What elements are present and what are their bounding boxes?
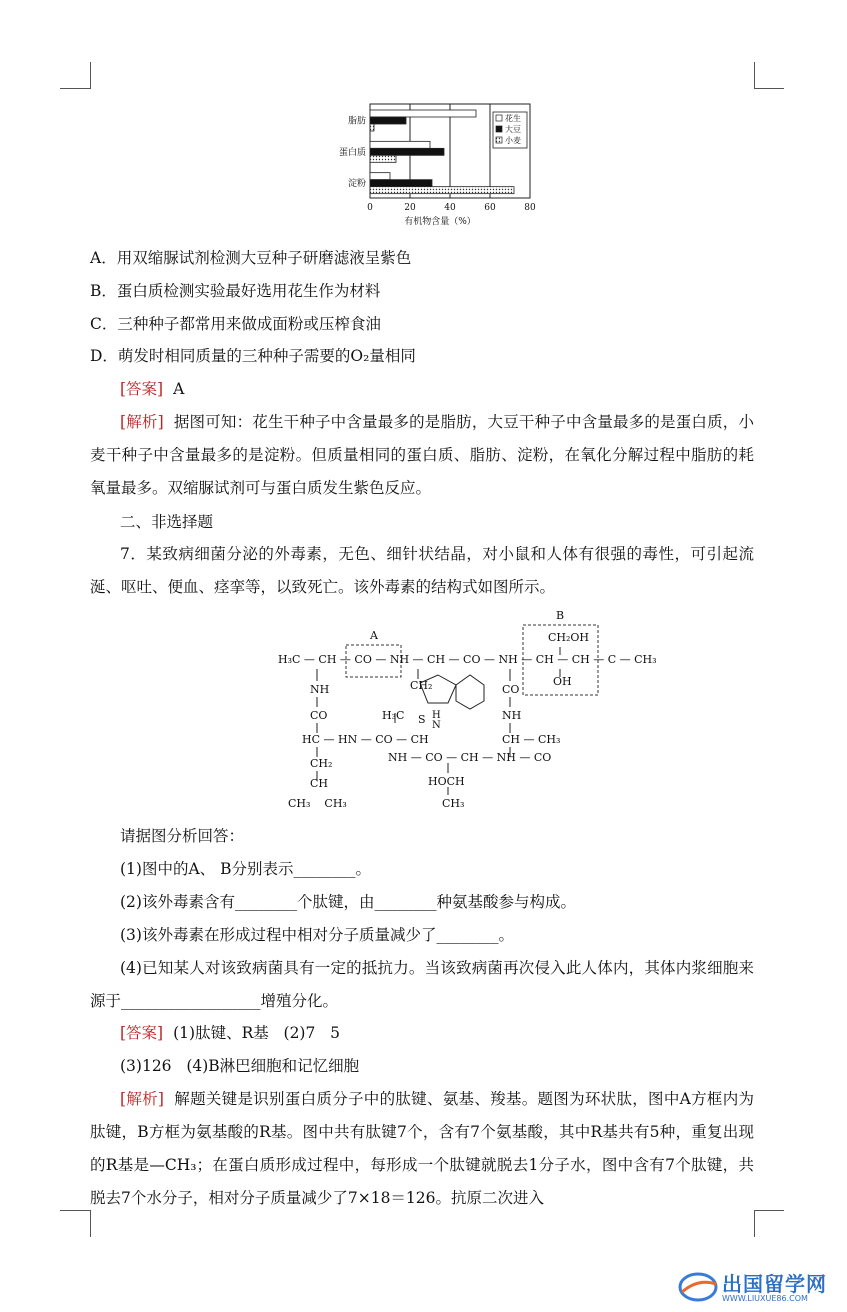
co-left: CO [310,709,328,722]
ch2-b: CH₂ [310,757,333,770]
option-b: B．蛋白质检测实验最好选用花生作为材料 [90,282,381,300]
bar-花生 [370,110,476,117]
corner-mark [754,1210,784,1211]
analysis-6 [90,406,754,505]
category-label: 脂肪 [347,116,366,127]
corner-mark [754,88,784,89]
corner-mark [90,62,91,89]
legend-label: 小麦 [505,136,521,145]
answer-label: [答案] [120,1024,164,1042]
x-tick-label: 0 [367,203,373,213]
bar-小麦 [370,155,396,162]
bar-大豆 [370,180,432,187]
question-1: (1)图中的A、 B分别表示________。 [120,860,371,878]
corner-mark [60,1210,90,1211]
globe-logo-icon [678,1270,718,1304]
legend-swatch [496,115,502,121]
option-c: C．三种种子都常用来做成面粉或压榨食油 [90,315,381,333]
ch3-pair: CH₃ CH₃ [288,797,347,810]
watermark-url: WWW.LIUXUE86.COM [722,1294,808,1303]
answer-7-text-1: (1)肽键、R基 (2)7 5 [173,1024,340,1042]
co-right: CO [502,683,520,696]
bar-小麦 [370,124,374,131]
bar-花生 [370,141,430,148]
legend-swatch [496,137,502,143]
bar-大豆 [370,117,406,124]
x-tick-label: 20 [404,203,416,213]
ch3-b: CH₃ [442,797,465,810]
analysis-7 [90,1083,754,1215]
watermark [678,1268,843,1308]
nh-right: NH [502,709,522,722]
analysis-label: [解析] [120,413,164,431]
legend-label: 花生 [505,114,521,123]
question-2: (2)该外毒素含有________个肽键，由________种氨基酸参与构成。 [120,893,576,911]
category-label: 淀粉 [347,179,366,190]
ch-ch3: CH — CH₃ [502,733,561,746]
answer-7-line-1 [120,1023,340,1043]
analysis-label: [解析] [120,1090,164,1108]
x-tick-label: 40 [444,203,456,213]
row-mid: NH — CO — CH — NH — CO [388,751,552,764]
nh-ring: H N [432,710,441,731]
bar-花生 [370,173,390,180]
legend-label: 大豆 [505,125,521,134]
structure-row-1: H₃C — CH — CO — NH — CH — CO — NH — CH — CH — C — CH₃ [278,653,657,666]
label-a: A [370,629,378,642]
answer-text: A [173,380,185,398]
question-3: (3)该外毒素在形成过程中相对分子质量减少了________。 [120,926,514,944]
analysis-7-text: 解题关键是识别蛋白质分子中的肽键、氨基、羧基。题图为环状肽，图中A方框内为肽键，B方框为氨基酸的R基。图中共有肽键7个，含有7个氨基酸，其中R基共有5种，重复出现的R基是—CH₃；在蛋白质形成过程中，每形成一个肽键就脱去1分子水，图中含有7个肽键，共脱去7个水分子，相对分子质量减少了7×18＝126。抗原二次进入 [90,1090,754,1207]
answer-6 [120,379,184,399]
option-d: D．萌发时相同质量的三种种子需要的O₂量相同 [90,347,416,365]
ch2-a: CH₂ [410,679,433,692]
option-a: A．用双缩脲试剂检测大豆种子研磨滤液呈紫色 [90,249,412,267]
x-axis-label: 有机物含量（%） [404,217,476,227]
corner-mark [60,88,90,89]
bar-小麦 [370,187,514,194]
organic-content-chart [330,98,545,233]
category-label: 蛋白质 [338,147,366,158]
corner-mark [754,1210,755,1237]
prompt: 请据图分析回答： [120,827,245,845]
label-b: B [556,609,565,622]
ch2oh: CH₂OH [548,631,590,644]
corner-mark [754,62,755,89]
section-heading: 二、非选择题 [120,513,214,531]
analysis-text: 据图可知：花生干种子中含量最多的是脂肪，大豆干种子中含量最多的是蛋白质，小麦干种子中含量最多的是淀粉。但质量相同的蛋白质、脂肪、淀粉，在氧化分解过程中脂肪的耗氧量最多。双缩脲试剂可与蛋白质发生紫色反应。 [90,413,754,497]
watermark-cn: 出国留学网 [722,1272,827,1296]
s: S [418,713,426,726]
question-4: (4)已知某人对该致病菌具有一定的抵抗力。当该致病菌再次侵入此人体内，其体内浆细胞来源于__________________增殖分化。 [90,959,754,1010]
oh: OH [553,675,572,688]
answer-label: [答案] [120,380,164,398]
nh-left: NH [310,683,330,696]
hc-row: HC — HN — CO — CH [302,733,429,746]
ch-b: CH [310,777,329,790]
legend-swatch [496,126,502,132]
x-tick-label: 80 [524,203,536,213]
answer-7-line-2: (3)126 (4)B淋巴细胞和记忆细胞 [120,1057,360,1075]
question-7: 7．某致病细菌分泌的外毒素，无色、细针状结晶，对小鼠和人体有很强的毒性，可引起流涎、呕吐、便血、痉挛等，以致死亡。该外毒素的结构式如图所示。 [90,545,754,596]
hoch: HOCH [428,775,465,788]
toxin-structure-diagram [270,605,657,815]
h3c: H₃C [382,709,405,722]
x-tick-label: 60 [484,203,496,213]
bar-大豆 [370,148,444,155]
